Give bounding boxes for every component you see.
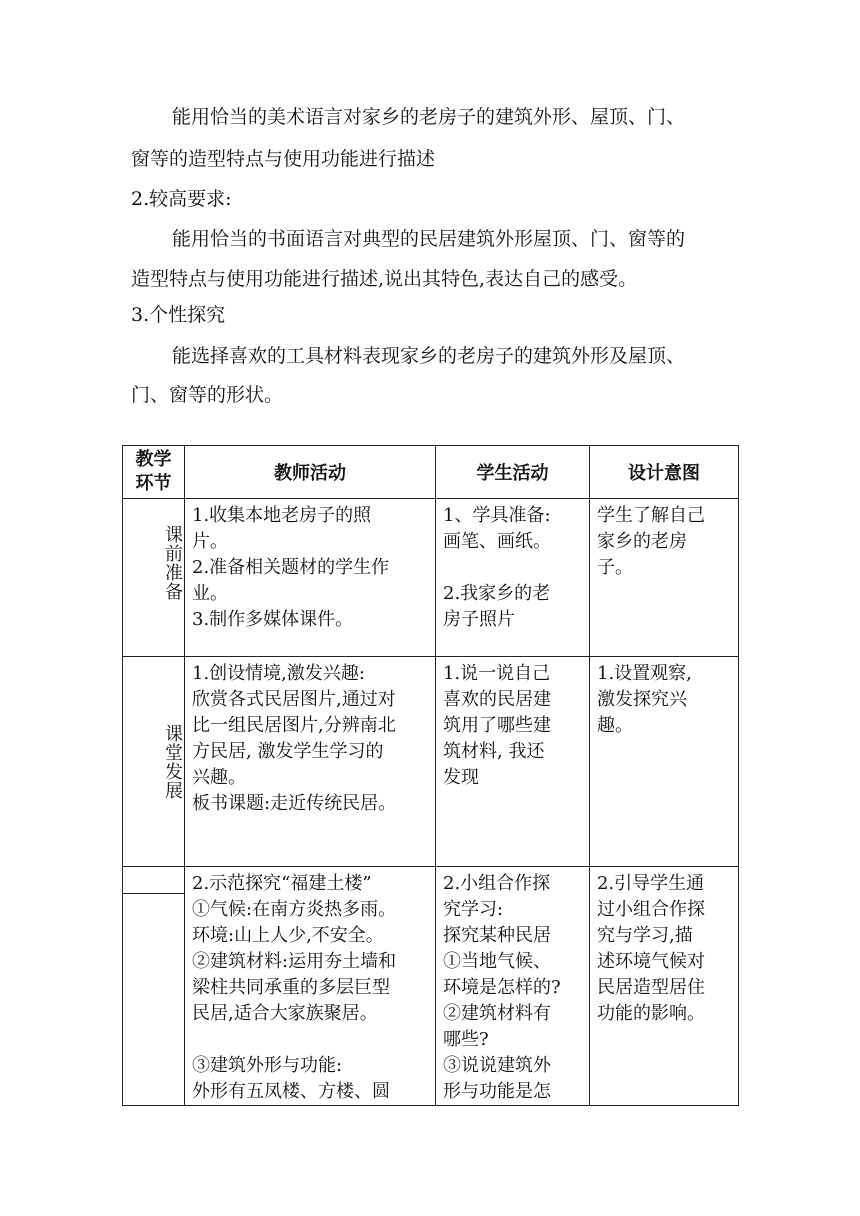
intro-paragraph-2-line-2: 造型特点与使用功能进行描述,说出其特色,表达自己的感受。 xyxy=(131,268,638,290)
design-intent-cell: 1.设置观察, 激发探究兴 趣。 xyxy=(590,657,739,867)
stage-cell xyxy=(123,867,185,1106)
teacher-activity-cell: 1.创设情境,激发兴趣: 欣赏各式民居图片,通过对 比一组民居图片,分辨南北 方民居, 激发学生学习的 兴趣。 板书课题:走近传统民居。 xyxy=(185,657,436,867)
intro-paragraph-3-line-2: 门、窗等的形状。 xyxy=(131,384,284,406)
design-intent-cell: 学生了解自己 家乡的老房 子。 xyxy=(590,499,739,657)
table-header-row xyxy=(123,446,739,499)
stage-cell xyxy=(123,499,185,657)
section-heading-personal-exploration: 3.个性探究 xyxy=(131,304,226,326)
intro-paragraph-1-line-2: 窗等的造型特点与使用功能进行描述 xyxy=(131,148,436,170)
stage-label: 课前准备 xyxy=(162,525,183,601)
teacher-activity-cell: 1.收集本地老房子的照 片。 2.准备相关题材的学生作 业。 3.制作多媒体课件。 xyxy=(185,499,436,657)
intro-paragraph-3-line-1: 能选择喜欢的工具材料表现家乡的老房子的建筑外形及屋顶、 xyxy=(172,345,686,367)
header-teacher-activity: 教师活动 xyxy=(185,446,436,499)
table-row xyxy=(123,499,739,657)
section-heading-higher-requirements: 2.较高要求: xyxy=(131,188,232,210)
stage-cell xyxy=(123,657,185,867)
student-activity-cell: 1、学具准备: 画笔、画纸。 2.我家乡的老 房子照片 xyxy=(436,499,590,657)
design-intent-cell: 2.引导学生通 过小组合作探 究与学习,描 述环境气候对 民居造型居住 功能的影响。 xyxy=(590,867,739,1106)
stage-divider xyxy=(123,893,184,894)
header-stage: 教学环节 xyxy=(123,446,185,499)
header-design-intent: 设计意图 xyxy=(590,446,739,499)
table-row xyxy=(123,867,739,1106)
header-student-activity: 学生活动 xyxy=(436,446,590,499)
intro-paragraph-2-line-1: 能用恰当的书面语言对典型的民居建筑外形屋顶、门、窗等的 xyxy=(172,228,686,250)
student-activity-cell: 1.说一说自己 喜欢的民居建 筑用了哪些建 筑材料, 我还 发现 xyxy=(436,657,590,867)
table-row xyxy=(123,657,739,867)
teacher-activity-cell: 2.示范探究“福建土楼” ①气候:在南方炎热多雨。 环境:山上人少,不安全。 ②建筑材料:运用夯土墙和 梁柱共同承重的多层巨型 民居,适合大家族聚居。 ③建筑外形与功能: 外形有五凤楼、方楼、圆 xyxy=(185,867,436,1106)
stage-label: 课堂发展 xyxy=(162,723,183,800)
intro-paragraph-1-line-1: 能用恰当的美术语言对家乡的老房子的建筑外形、屋顶、门、 xyxy=(172,106,686,128)
lesson-plan-table xyxy=(122,445,739,1106)
student-activity-cell: 2.小组合作探 究学习: 探究某种民居 ①当地气候、 环境是怎样的? ②建筑材料有 哪些? ③说说建筑外 形与功能是怎 xyxy=(436,867,590,1106)
